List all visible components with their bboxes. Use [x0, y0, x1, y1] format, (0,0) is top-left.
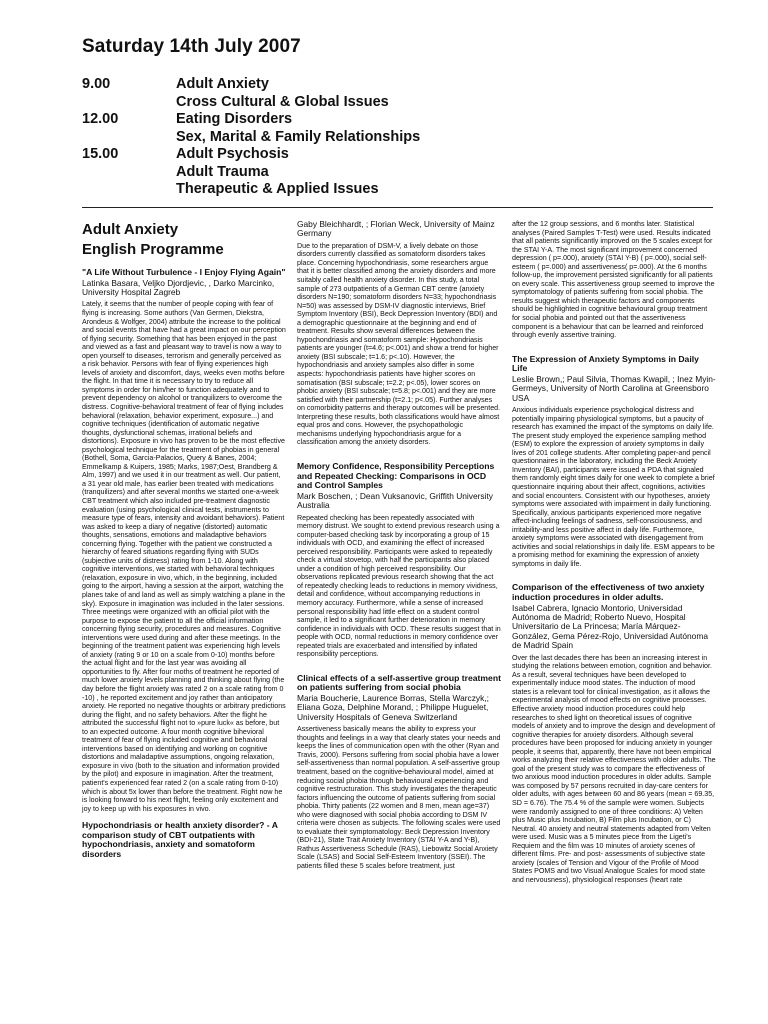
slot-topic: Sex, Marital & Family Relationships	[176, 128, 421, 145]
abstract-authors: Mark Boschen, ; Dean Vuksanovic, Griffith University Australia	[297, 490, 493, 511]
abstract-body: Over the last decades there has been an increasing interest in studying the relations between emotion, cognition and behavior. As a result, several techniques have been developed to experimentally induce mood states. The induction of mood states is a relevant tool for clinical investigation, as it allows the experimental analysis of mood effects on cognitive processes. Effective anxiety mood induction procedures could help researches to shed light on theoretical issues of cognitive models of anxiety and to improve the design and development of cognitive therapies for anxiety disorders. Although several procedures have been proposed for inducing anxiety in younger people, it seems that, apparently, there have not been empirical works analyzing their relative effectiveness with older adults. The goal of the present study was to compare the effectiveness of two anxious mood induction procedures in older adults. Sample was composed by 57 persons recruited in day-care centers for older adults, with ages between 60 and 86 years (mean = 69.35, SD = 6.76). The 75.4 % of the sample were women. Subjects were randomly assigned to one of three conditions: A) Velten plus Music plus Incubation, B) Film plus Incubation, or C) Neutral. 40 anxiety and neutral statements adapted from Velten were used. Music was a 5 minutes piece from the Ligeti's Requiem and the film was 10 minutes of anxiety scenes of different films. Pre- and post- assessments of subjective state anxiety (scales of Tension and Vigour of the Profile of Mood States POMS and two Visual Analogue Scales for mood state and nervousness), physiological responses (heart rate	[512, 653, 716, 884]
column-right	[512, 220, 716, 884]
abstract-body: Due to the preparation of DSM-V, a lively debate on those disorders currently classified as somatoform disorders takes place. Concerning hypochondriasis, some researchers argue that it is better classified among the anxiety disorders and more suitably called health anxiety disorder. In this study, a total sample of 273 outpatients of a German CBT centre (anxiety disorders N=190; somatoform disorders N=33; hypochondriasis N=50) was assessed by DSM-IV diagnostic interviews, Brief Symptom Inventory (BSI), Beck Depression Inventory (BDI) and a demographic questionnaire at the beginning and end of treatment. Results show several differences between the hypochondriasis and somatoform sample: Hypochondriasis patients are younger (t=4.6; p<.001) and show a trend for higher anxiety (BSI subscale; t=1.6; p<.10). However, the hypochondriasis and anxiety samples also differ in some aspects: hypochondriasis patients have higher scores on somatisation (BSI subscale; t=2.2; p<.05), lower scores on phobic anxiety (BSI subscale; t=5.8; p<.001) and they are more satisfied with their partnership (t=2.1; p<.05). Further analyses on comorbidity patterns and therapy outcomes will be presented. Interpreting these results, both classifications would have almost equal pros and cons. However, the psychopathologic mechanisms underlying hypochondriasis argue for a classification among the anxiety disorders.	[297, 241, 501, 447]
slot-time: 12.00	[82, 111, 119, 127]
slot-topic: Adult Trauma	[176, 163, 269, 180]
abstract-title: "A Life Without Turbulence - I Enjoy Flying Again"	[82, 267, 286, 277]
abstract-title: Clinical effects of a self-assertive group treatment on patients suffering from social phobia	[297, 672, 501, 693]
abstract-body: Repeated checking has been repeatedly associated with memory distrust. We sought to extend previous research using a computer-based checking task by incorporating a group of 15 individuals with OCD, and examining the effect of increased perceived responsibility. Participants were asked to repeatedly check a virtual stovetop, with half the participants also placed under a condition of high perceived responsibility. Our observations replicated previous research showing that the act of repeatedly checking leads to reductions in memory vividness, detail and confidence, without accompanying reductions in memory accuracy. Furthermore, while a sense of increased personal responsibility had little effect on a student control sample, it led to a significant further deterioration in memory confidence in individuals with OCD. These results suggest that in people with OCD, normal reductions in memory confidence over repeated trials are exacerbated and intensified by inflated responsibility perceptions.	[297, 513, 501, 659]
abstract-authors: Maria Boucherie, Laurence Borras, Stella Warczyk,; Eliana Goza, Delphine Morand, ; Philippe Huguelet, University Hospitals of Geneva Switzerland	[297, 693, 489, 722]
abstract-authors: Gaby Bleichhardt, ; Florian Weck, University of Mainz Germany	[297, 219, 495, 239]
abstract-authors: Latinka Basara, Veljko Djordjevic, , Darko Marcinko, University Hospital Zagreb	[82, 277, 275, 297]
abstract-authors: Leslie Brown,; Paul Silvia, Thomas Kwapil, ; Inez Myin-Germeys, University of North Carolina at Greensboro USA	[512, 373, 716, 403]
slot-time: 15.00	[82, 146, 119, 162]
programme-subtitle-line: English Programme	[82, 241, 224, 258]
slot-time: 9.00	[82, 76, 111, 92]
abstract-title: The Expression of Anxiety Symptoms in Daily Life	[512, 353, 699, 374]
abstract-body: Lately, it seems that the number of people coping with fear of flying is increasing. Some authors (Van Germen, Diekstra, Arondeus & Wolfger, 2004) attribute the increase to the political and social events that have had a great impact on our perception of flying security. Something that has been enjoyed in the past and viewed as a fast and pleasant way to travel is now a way to open yourself to diseases, terrorism and generally perceived as a risk behavior. Persons with fear of flying experiences high levels of anxiety and discomfort, days, weeks even moths before the flight. In that time it is necessary to try to reduce all symptoms in order for him/her to function adequately and to prevent dependency on alcohol or tranquilizers to overcome the distress. Cognitive-behavioral treatment of fear of flying includes behavioral (relaxation, behavior experiment, exposure...) and cognitive techniques (identification of automatic negative thoughts, dysfunctional schemas, irrational beliefs and distortions). Exposure in vivo has proven to be the most effective psychological technique for the treatment of phobias in general (Bothell, Soma, Garcia-Palacios, Query & Banes, 2004; Emmelkamp & Kuipers, 1985; Marks, 1987;Oest, Brandberg & Alm, 1997) and we used it in our treatment as well. Our patient, a 31 year old male, has earlier been treated with medications (tranquilizers) and after several months we started one-a-week CBT treatment which also included pre-treatment diagnostic evaluation (using psychological clinical tests, instruments to measure type of fears, intensity and avoidant behaviors). Patient was asked to keep a diary of negative (distorted) automatic thoughts, sensations, emotions and maladaptive behaviors concerning flying. Together with the patient we constructed a hierarchy of feared situations regarding flying with SUDs (subjective units of distress) rating from 1-10. Along with cognitive interventions, we started with behavioral techniques (relaxation, exposure in vivo, which, in the beginning, included going to the airport, having a session at the airport, watching the planes take of and land as well as simply watching a plane in the sky). Exposure in imagination was included in the later sessions. Three meetings were organized with an official pilot with the purpose to expose the patient to all the official information concerning flying security, procedures and measures. Cognitive interventions were used during and after these meetings. In the beginning of the treatment patient was experiencing high levels of anxiety (rating 9 or 10 on a scale from 0-10) months before the actual flight and for the last year was avoiding all opportunities to fly. After four moths of treatment he reported of much lower anxiety levels planning and thinking about flying (the day before the flight anxiety was rated 2 on a scale rating from 0 -10) , he reported excitement and joy rather than anticipatory anxiety. He reported no negative thoughts or arbitrary predictions during the flight, and no safety behaviors. After the flight he attributed the successful flight not to »pure luck« as before, but to an expected outcome. A four month cognitive bihevioral treatment of fear of flying included cognitive and behavioral interventions based on identifying and working on cognitive distortions and maladaptive assumptions, ongoing relaxation, exposure in vivo (both to the situation and information provided by the pilot) and exposure in imagination. After the treatment, patient's experienced fear rated 2 (on a scale rating from 0-10) which is about 5x lower than before the treatment. Right now he is looking forward to his next flight, feeling only excitement and joy to keep up with his exposures in vivo.	[82, 300, 286, 813]
programme-title	[82, 220, 286, 260]
slot-topic: Therapeutic & Applied Issues	[176, 181, 379, 197]
section-divider	[82, 207, 713, 208]
column-middle	[297, 220, 501, 871]
slot-topics	[176, 111, 420, 146]
abstract-title: Comparison of the effectiveness of two anxiety induction procedures in older adults.	[512, 582, 705, 603]
schedule-slot	[82, 111, 702, 146]
slot-topics	[176, 76, 389, 111]
page-title: Saturday 14th July 2007	[82, 36, 301, 57]
abstract-body: Assertiveness basically means the ability to express your thoughts and feelings in a way that clearly states your needs and keeps the lines of communication open with the other (Ryan and Travis, 2000). Persons suffering from social phobia have a lower self-assertiveness than normal population. A self-assertive group treatment, based on the cognitive-behavioural model, aimed at reducing social phobia through behavioural experiencing and cognitive restructuration. This study investigates the therapeutic factors influencing the outcome of patients suffering from social phobia. Thirty patients (22 women and 8 men, mean age=37) who were diagnosed with social phobia according to DSM IV criteria were chosen as subjects. The following scales were used to evaluate their symptomatology: Beck Depression Inventory (BDI-21), State Trait Anxiety Inventory (STAI Y-A and Y-B), Rathus Assertiveness Schedule (RAS), Liebowitz Social Anxiety Scale (LSAS) and Social Self-Esteem Inventory (SSEI). The patients filled these 5 scales before treatment, just	[297, 725, 501, 870]
abstract-authors: Isabel Cabrera, Ignacio Montorio, Universidad Autónoma de Madrid; Roberto Nuevo, Hospital Universitario de La Princesa; María Márquez-González, Gema Pérez-Rojo, Universidad Autónoma de Madrid Spain	[512, 602, 708, 651]
slot-topics	[176, 146, 379, 199]
abstract-title: Hypochondriasis or health anxiety disorder? - A comparison study of CBT outpatients with hypochondriasis, anxiety and somatoform disorders	[82, 820, 278, 859]
slot-topic: Adult Psychosis	[176, 146, 289, 162]
abstract-body: Anxious individuals experience psychological distress and potentially impairing physiological symptoms, but a paucity of research has examined the impact of the symptoms on daily life. The present study employed the experience sampling method (ESM) to explore the expression of anxiety symptoms in daily lives of 201 college students. After completing paper-and pencil questionnaires in the laboratory, including the Beck Anxiety Inventory (BAI), participants were issued a PDA that signaled them randomly eight times daily for one week to complete a brief questionnaire inquiring about their affect, cognitions, activities and social encounters. Consistent with our hypotheses, anxiety symptoms were associated with impairment in daily functioning. Specifically, anxious participants experienced more negative affect-including feelings of sadness, self-consciousness, and irritability-and less positive affect in daily life. Furthermore, anxiety symptoms were associated with disengagement from activities and social relationships in daily life. ESM appears to be a promising method for examining the expression of anxiety symptoms in daily life.	[512, 406, 715, 568]
schedule-slot	[82, 76, 702, 111]
column-left	[82, 220, 286, 861]
slot-topic: Eating Disorders	[176, 111, 293, 127]
abstract-title: Memory Confidence, Responsibility Perceptions and Repeated Checking: Comparisons in OCD and Control Samples	[297, 460, 495, 491]
slot-topic: Adult Anxiety	[176, 76, 269, 92]
abstract-body: after the 12 group sessions, and 6 months later. Statistical analyses (Paired Samples T-Test) were used. Results indicated that all patients significantly improved on the 5 scales except for the STAI Y-A. The most significant improvement concerned depression ( p=.000), anxiety (STAI Y-B) ( p=.000), social self-esteem ( p=.000) and assertiveness( p=.000). At the 6 months follow-up, the improvement persisted significantly for all patients on every scale. This assertiveness group seemed to improve the symptomatology of patients suffering from social phobia. The results suggest which therapeutic factors and components should be highlighted in cognitive behavioural group treatment for social phobia and pointed out that the assertiveness component is a behaviour that can be learned and reinforced through evenly assertive training.	[512, 220, 715, 340]
slot-topic: Cross Cultural & Global Issues	[176, 93, 389, 110]
programme-title-line: Adult Anxiety	[82, 221, 179, 238]
schedule-slot	[82, 146, 702, 199]
schedule	[82, 76, 702, 199]
